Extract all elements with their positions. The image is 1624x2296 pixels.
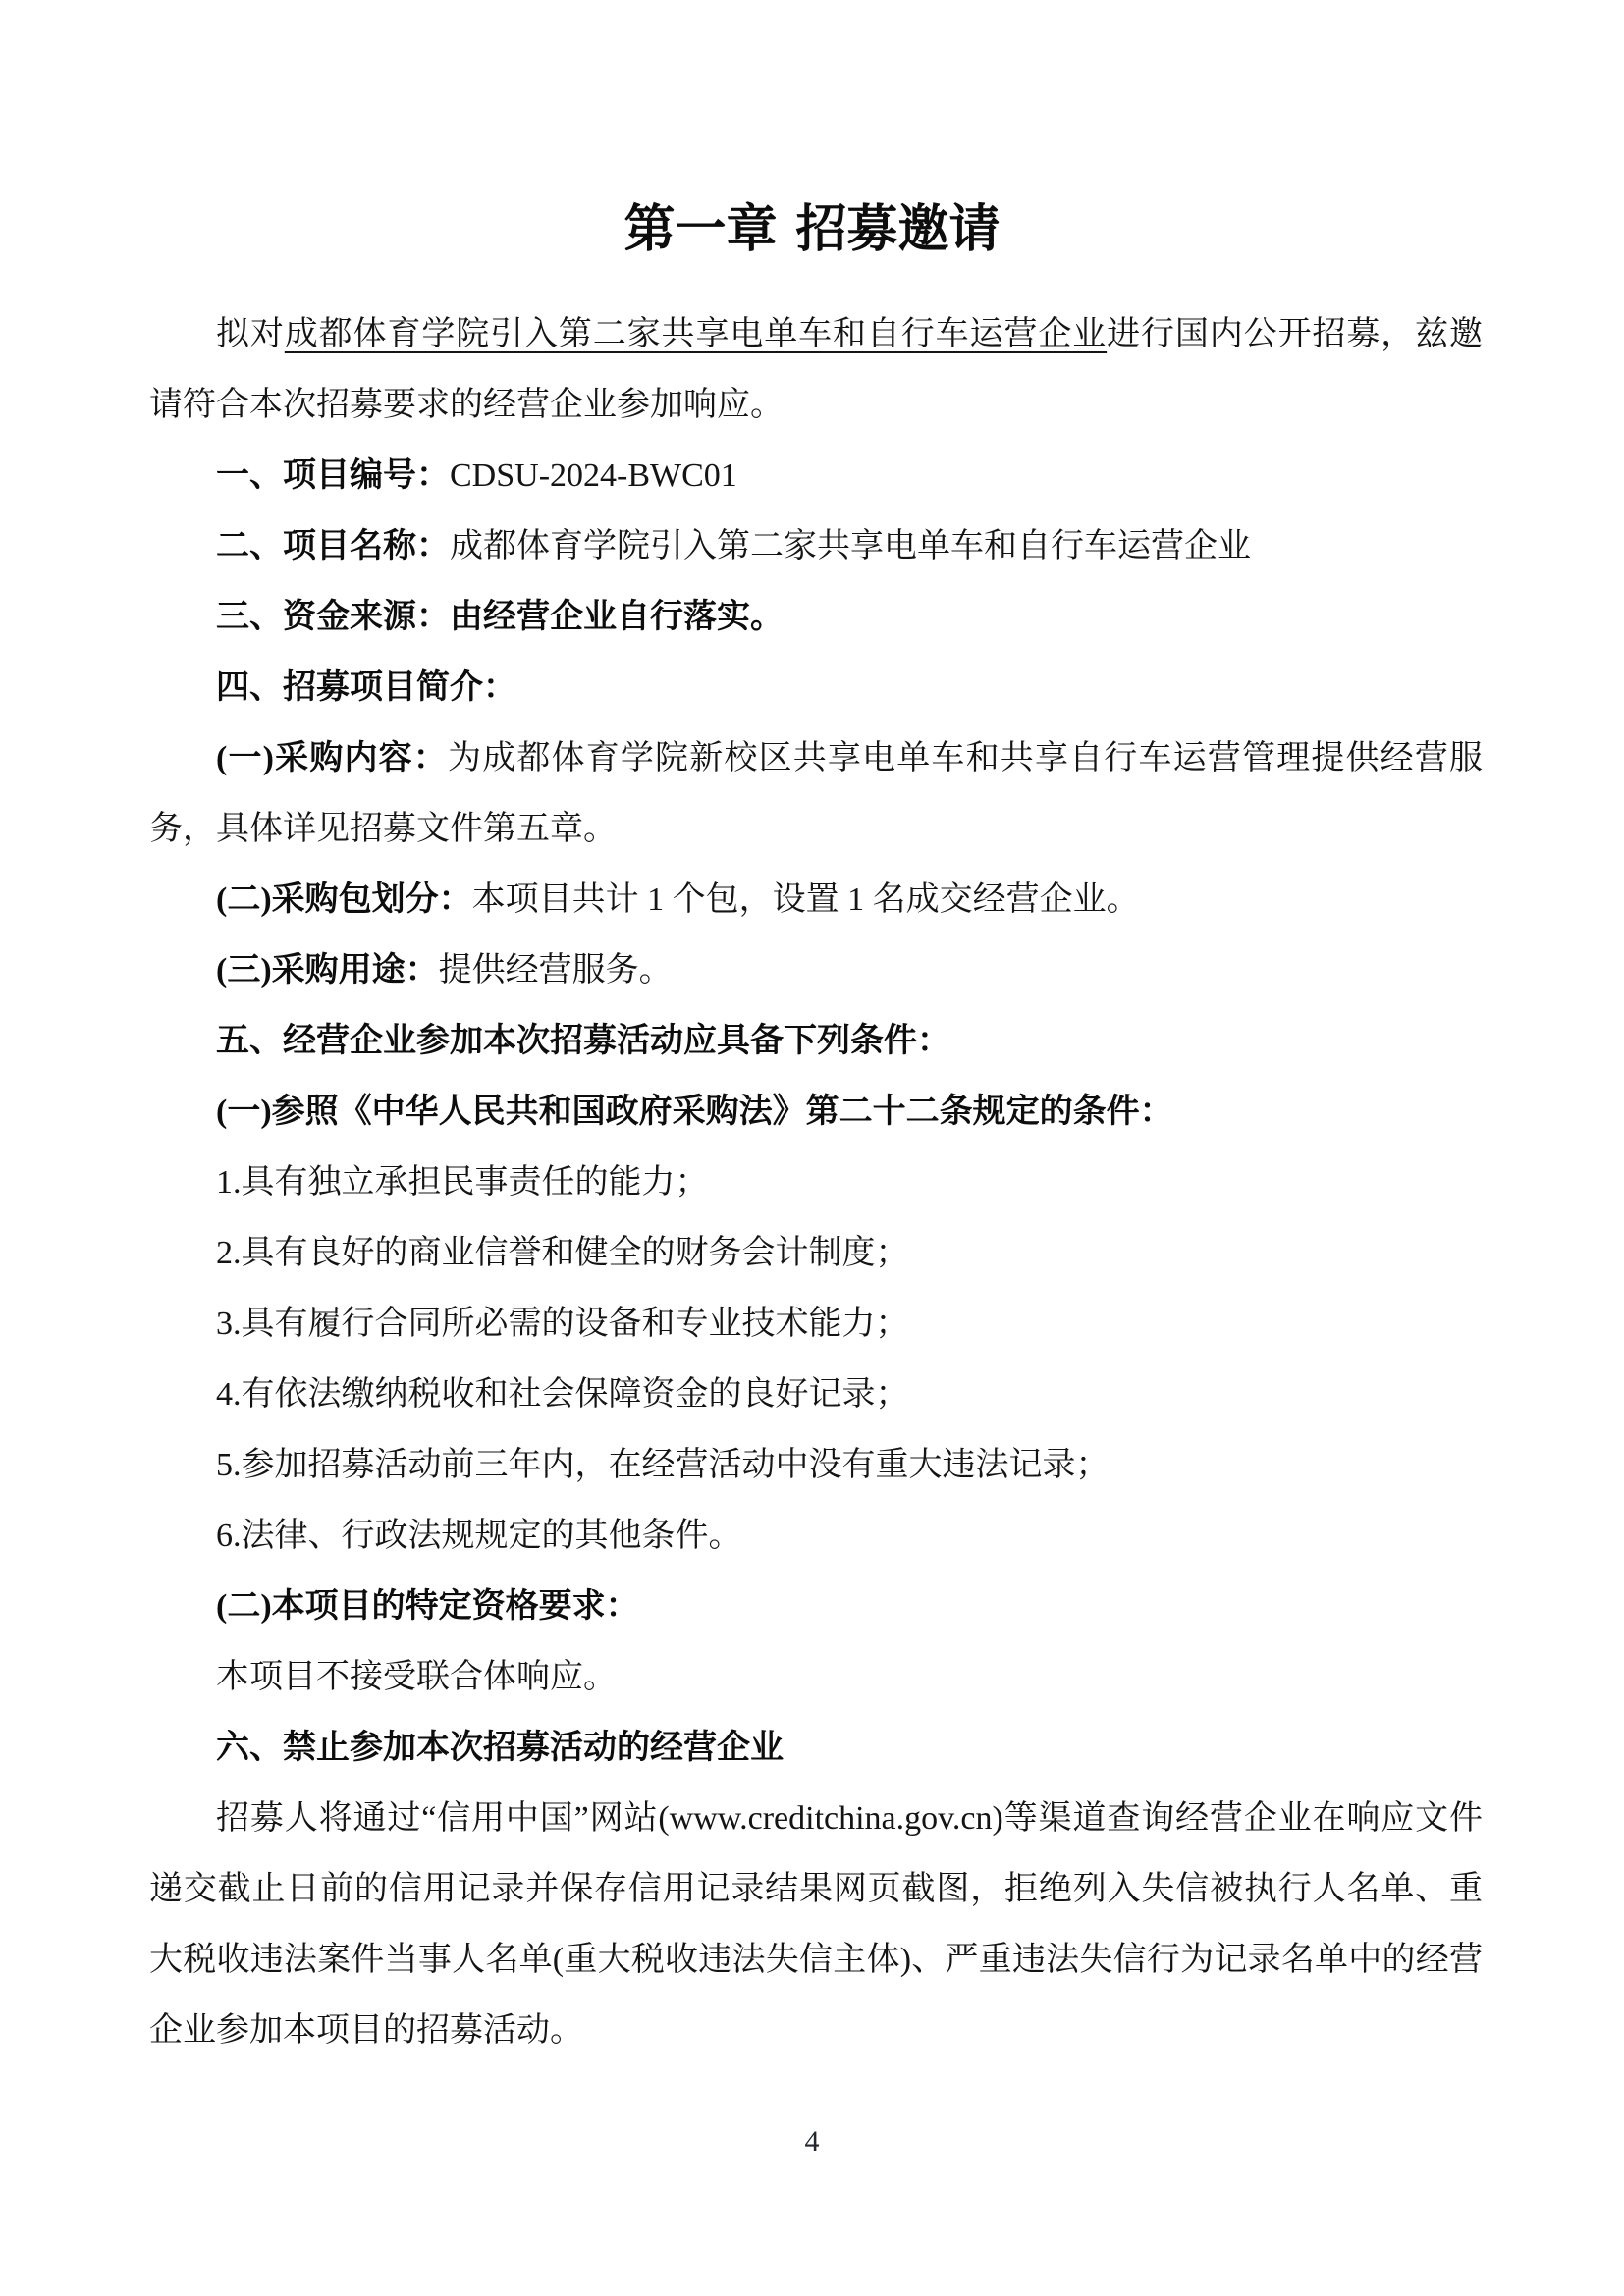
procurement-content-item (149, 723, 1483, 865)
project-number-item (149, 441, 1483, 511)
procurement-purpose-label: (三)采购用途： (216, 952, 439, 988)
condition-item-5: 5.参加招募活动前三年内，在经营活动中没有重大违法记录； (216, 1447, 1110, 1483)
intro-post-text: 进行国内公开招募，兹邀请符合本次招募要求的经营企业参加响应。 (149, 316, 1484, 423)
procurement-package-label: (二)采购包划分： (216, 881, 472, 918)
condition-item-4: 4.有依法缴纳税收和社会保障资金的良好记录； (216, 1376, 909, 1413)
special-qualification-header: (二)本项目的特定资格要求： (216, 1588, 639, 1625)
project-name-value: 成都体育学院引入第二家共享电单车和自行车运营企业 (450, 528, 1251, 564)
chapter-title: 第一章 招募邀请 (623, 202, 1001, 258)
intro-underlined-project-name: 成都体育学院引入第二家共享电单车和自行车运营企业 (284, 316, 1108, 352)
no-consortium-statement: 本项目不接受联合体响应。 (216, 1659, 617, 1695)
procurement-purpose-value: 提供经营服务。 (438, 952, 673, 988)
intro-pre-text: 拟对 (216, 316, 285, 352)
project-brief-header: 四、招募项目简介： (216, 669, 516, 706)
procurement-purpose-item (149, 935, 1483, 1006)
document-body (149, 299, 1483, 2066)
condition-item-6: 6.法律、行政法规规定的其他条件。 (216, 1518, 742, 1554)
procurement-package-item (149, 865, 1483, 935)
intro-paragraph (149, 299, 1483, 441)
procurement-content-label: (一)采购内容： (216, 740, 449, 776)
condition-item-3: 3.具有履行合同所必需的设备和专业技术能力； (216, 1306, 909, 1342)
condition-item-2: 2.具有良好的商业信誉和健全的财务会计制度； (216, 1235, 909, 1271)
project-name-item (149, 511, 1483, 582)
procurement-package-value: 本项目共计 1 个包，设置 1 名成交经营企业。 (471, 881, 1140, 918)
condition-item-1: 1.具有独立承担民事责任的能力； (216, 1164, 709, 1201)
project-number-value: CDSU-2024-BWC01 (450, 457, 737, 494)
procurement-content-value: 为成都体育学院新校区共享电单车和共享自行车运营管理提供经营服务，具体详见招募文件第五章。 (149, 740, 1484, 847)
page-number: 4 (804, 2125, 820, 2158)
project-name-label: 二、项目名称： (216, 528, 450, 564)
qualification-section-header: 五、经营企业参加本次招募活动应具备下列条件： (216, 1023, 950, 1059)
law-conditions-header: (一)参照《中华人民共和国政府采购法》第二十二条规定的条件： (216, 1094, 1173, 1130)
credit-check-paragraph: 招募人将通过“信用中国”网站(www.creditchina.gov.cn)等渠道查询经营企业在响应文件递交截止日前的信用记录并保存信用记录结果网页截图，拒绝列入失信被执行人名单、重大税收违法案件当事人名单(重大税收违法失信主体)、严重违法失信行为记录名单中的经营企业参加本项目的招募活动。 (149, 1800, 1483, 2049)
prohibited-enterprises-header: 六、禁止参加本次招募活动的经营企业 (216, 1730, 784, 1766)
funding-source-item: 三、资金来源：由经营企业自行落实。 (216, 599, 784, 635)
project-number-label: 一、项目编号： (216, 457, 450, 494)
